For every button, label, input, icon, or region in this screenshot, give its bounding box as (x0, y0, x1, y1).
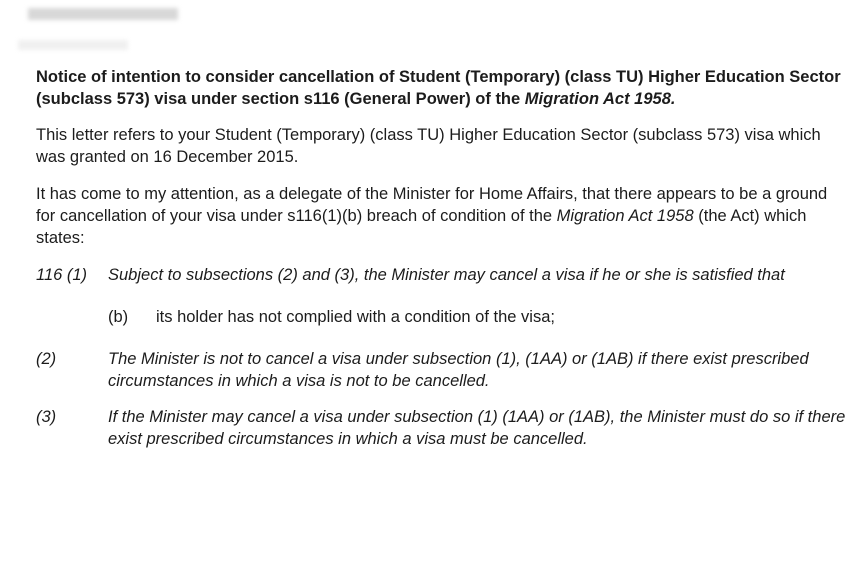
section-text: Subject to subsections (2) and (3), the Minister may cancel a visa if he or she is satisfied that (108, 266, 785, 284)
title-text: Notice of intention to consider cancellation of Student (Temporary) (class TU) Higher Education Sector (subclass 573) visa under section s116 (General Power) of the (36, 68, 841, 108)
paragraph-text: its holder has not complied with a condition of the visa; (156, 308, 555, 326)
attention-act-name: Migration Act 1958 (556, 207, 694, 225)
attention-text: It has come to my attention, as a delegate of the Minister for Home Affairs, that there appears to be a ground for cancellation of your visa under s116(1)(b) breach of condition of the (36, 185, 828, 225)
section-number: (3) (36, 408, 57, 426)
section-116-1 (36, 264, 846, 286)
section-number: 116 (1) (36, 266, 88, 284)
paragraph-b (108, 306, 846, 328)
legislation-excerpt (36, 264, 846, 450)
redacted-header (28, 8, 178, 20)
title-act-name: Migration Act 1958. (524, 90, 676, 108)
section-number: (2) (36, 350, 57, 368)
notice-title (36, 66, 846, 110)
section-116-2 (36, 348, 846, 392)
attention-text-end: (the Act) which states: (36, 207, 807, 247)
letter-body (36, 66, 846, 450)
redacted-subheader (18, 40, 128, 50)
section-text: The Minister is not to cancel a visa under subsection (1), (1AA) or (1AB) if there exist prescribed circumstances in which a visa is not to be cancelled. (108, 350, 809, 390)
section-116-3 (36, 406, 846, 450)
paragraph-label: (b) (108, 308, 129, 326)
section-text: If the Minister may cancel a visa under subsection (1) (1AA) or (1AB), the Minister must do so if there exist prescribed circumstances in which a visa must be cancelled. (108, 408, 846, 448)
paragraph-attention (36, 183, 846, 249)
paragraph-visa-reference: This letter refers to your Student (Temporary) (class TU) Higher Education Sector (subclass 573) visa which was granted on 16 December 2015. (36, 126, 821, 166)
